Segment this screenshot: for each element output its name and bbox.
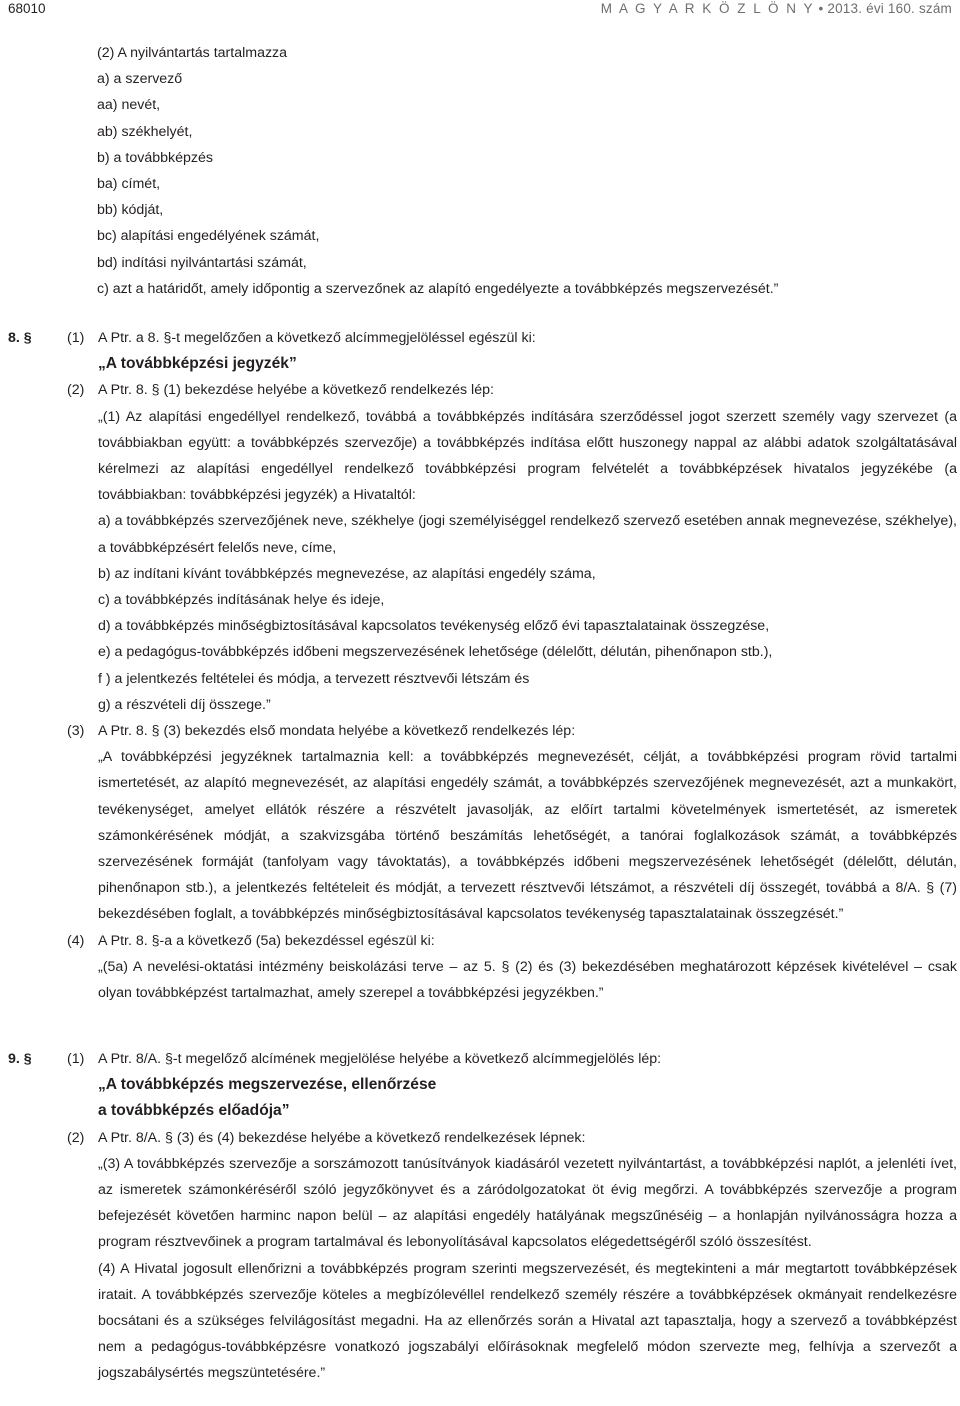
paragraph-8-3 <box>67 718 957 928</box>
section-number: 8. § <box>8 330 32 346</box>
subtitle-heading: „A továbbképzési jegyzék” <box>98 355 297 373</box>
page-number: 68010 <box>8 1 46 16</box>
list-item: c) a továbbképzés indításának helye és ideje, <box>98 592 385 609</box>
list-item: d) a továbbképzés minőségbiztosításával kapcsolatos tevékenység előző évi tapasztalatainak összegzése, <box>98 618 770 635</box>
quoted-provision: „(5a) A nevelési-oktatási intézmény beiskolázási terve – az 5. § (2) és (3) bekezdésében meghatározott képzések kivételével – csak olyan továbbképzést tartalmazhat, amely szerepel a továbbképzési jegyzékben.” <box>98 958 957 1002</box>
subtitle-heading-line-2: a továbbképzés előadója” <box>98 1102 290 1120</box>
journal-title <box>601 0 952 18</box>
item-list <box>98 508 957 718</box>
preamble-line: b) a továbbképzés <box>97 149 213 166</box>
page-header <box>0 0 960 22</box>
preamble-line: ab) székhelyét, <box>97 123 193 140</box>
paragraph-number: (2) <box>67 382 85 399</box>
preamble-line: a) a szervező <box>97 71 183 88</box>
paragraph-number: (4) <box>67 932 85 949</box>
paragraph-text: A Ptr. a 8. §-t megelőzően a következő alcímmegjelöléssel egészül ki: <box>98 330 536 346</box>
preamble-line: (2) A nyilvántartás tartalmazza <box>97 45 288 61</box>
list-item: e) a pedagógus-továbbképzés időbeni megszervezésének lehetősége (délelőtt, délután, pihenőnapon stb.), <box>98 644 773 661</box>
paragraph-text: A Ptr. 8. §-a a következő (5a) bekezdéssel egészül ki: <box>98 932 435 949</box>
section-8 <box>0 325 960 1006</box>
preamble-line: bd) indítási nyilvántartási számát, <box>97 254 307 271</box>
paragraph-number: (2) <box>67 1129 85 1146</box>
paragraph-8-1 <box>67 325 957 377</box>
paragraph-8-4 <box>67 928 957 1007</box>
list-item: f ) a jelentkezés feltételei és módja, a tervezett résztvevői létszám és <box>98 670 530 687</box>
preamble-line: bc) alapítási engedélyének számát, <box>97 228 320 245</box>
paragraph-text: A Ptr. 8. § (1) bekezdése helyébe a következő rendelkezés lép: <box>98 382 494 399</box>
list-item: a) a továbbképzés szervezőjének neve, székhelye (jogi személyiséggel rendelkező szervező esetében annak megnevezése, székhelye), a továbbképzésért felelős neve, címe, <box>98 513 957 556</box>
preamble-line: c) azt a határidőt, amely időpontig a szervezőnek az alapító engedélyezte a továbbképzés megszervezését.” <box>97 280 779 297</box>
journal-issue: • 2013. évi 160. szám <box>818 1 952 16</box>
paragraph-9-1 <box>67 1046 957 1125</box>
paragraph-text: A Ptr. 8/A. § (3) és (4) bekezdése helyébe a következő rendelkezések lépnek: <box>98 1129 586 1146</box>
quoted-provision: „(1) Az alapítási engedéllyel rendelkező, továbbá a továbbképzés indítására szerződéssel jogot szerzett személy vagy szervezet (a továbbiakban együtt: a továbbképzés szervezője) a továbbképzés indítása előtt huszonegy nappal az alábbi adatok szolgáltatásával kérelmezi az alapítási engedéllyel rendelkező továbbképzési program felvételét a továbbképzések hivatalos jegyzékébe (a továbbiakban: továbbképzési jegyzék) a Hivataltól: <box>98 408 957 504</box>
paragraph-9-2 <box>67 1125 957 1387</box>
preamble-line: ba) címét, <box>97 176 161 193</box>
paragraph-text: A Ptr. 8/A. §-t megelőző alcímének megjelölése helyébe a következő alcímmegjelölés lép: <box>98 1051 662 1067</box>
journal-name: M A G Y A R K Ö Z L Ö N Y <box>600 1 815 16</box>
preamble-line: bb) kódját, <box>97 202 164 219</box>
preamble-list <box>97 40 957 302</box>
quoted-provision: „A továbbképzési jegyzéknek tartalmaznia kell: a továbbképzés megnevezését, célját, a továbbképzési program rövid tartalmi ismertetését, az alapító megnevezését, az alapítási engedély számát, a továbbképzés szervezőjének megnevezését, azt a munkakört, tevékenységet, amelyet ellátók részére a részvételt javasolják, az előírt tartalmi követelmények ismertetését, az ismeretek számonkérésének módját, a szakvizsgába történő beszámítás lehetőségét, a tanórai foglalkozások számát, a továbbképzés szervezésének formáját (tanfolyam vagy távoktatás), a továbbképzés időbeni megszervezésének lehetőségét (délelőtt, délután, pihenőnapon stb.), a jelentkezés feltételeit és módját, a tervezett résztvevői létszámot, a részvételi díj összegét, továbbá a 8/A. § (7) bekezdésében foglalt, a továbbképzés minőségbiztosításával kapcsolatos tevékenység tapasztalatainak összegzését.” <box>98 749 957 923</box>
subtitle-heading-line-1: „A továbbképzés megszervezése, ellenőrzése <box>98 1076 437 1094</box>
quoted-provision-3: „(3) A továbbképzés szervezője a sorszámozott tanúsítványok kiadásáról vezetett nyilvántartást, a továbbképzési naplót, a jelenléti ívet, az ismeretek számonkéréséről szóló jegyzőkönyvet és a záródolgozatokat öt évig megőrzi. A továbbképzés szervezője a program befejezését követően harminc napon belül – az alapítási engedély hatályának megszűnéséig – a honlapján nyilvánosságra hozza a program résztvevőinek a program tartalmával és lebonyolításával kapcsolatos elégedettségéről szóló összesítést. <box>98 1155 957 1251</box>
paragraph-number: (1) <box>67 1051 85 1067</box>
list-item: b) az indítani kívánt továbbképzés megnevezése, az alapítási engedély száma, <box>98 565 596 582</box>
list-item: g) a részvételi díj összege.” <box>98 696 271 713</box>
paragraph-number: (3) <box>67 723 85 740</box>
section-9 <box>0 1046 960 1387</box>
paragraph-8-2 <box>67 377 957 718</box>
paragraph-number: (1) <box>67 330 85 346</box>
preamble-line: aa) nevét, <box>97 97 161 114</box>
section-number: 9. § <box>8 1051 32 1067</box>
quoted-provision-4: (4) A Hivatal jogosult ellenőrizni a továbbképzés program szerinti megszervezését, és megtekinteni a már megtartott továbbképzések iratait. A továbbképzés szervezője köteles a megbízólevéllel rendelkező személy részére a továbbképzések okmányait rendelkezésre bocsátani és a szükséges felvilágosítást megadni. Ha az ellenőrzés során a Hivatal azt tapasztalja, hogy a szervező a továbbképzést nem a pedagógus-továbbképzésre vonatkozó jogszabályi előírásoknak megfelelő módon szervezte meg, felhívja a szervezőt a jogszabálysértés megszüntetésére.” <box>98 1260 957 1382</box>
paragraph-text: A Ptr. 8. § (3) bekezdés első mondata helyébe a következő rendelkezés lép: <box>98 723 576 740</box>
